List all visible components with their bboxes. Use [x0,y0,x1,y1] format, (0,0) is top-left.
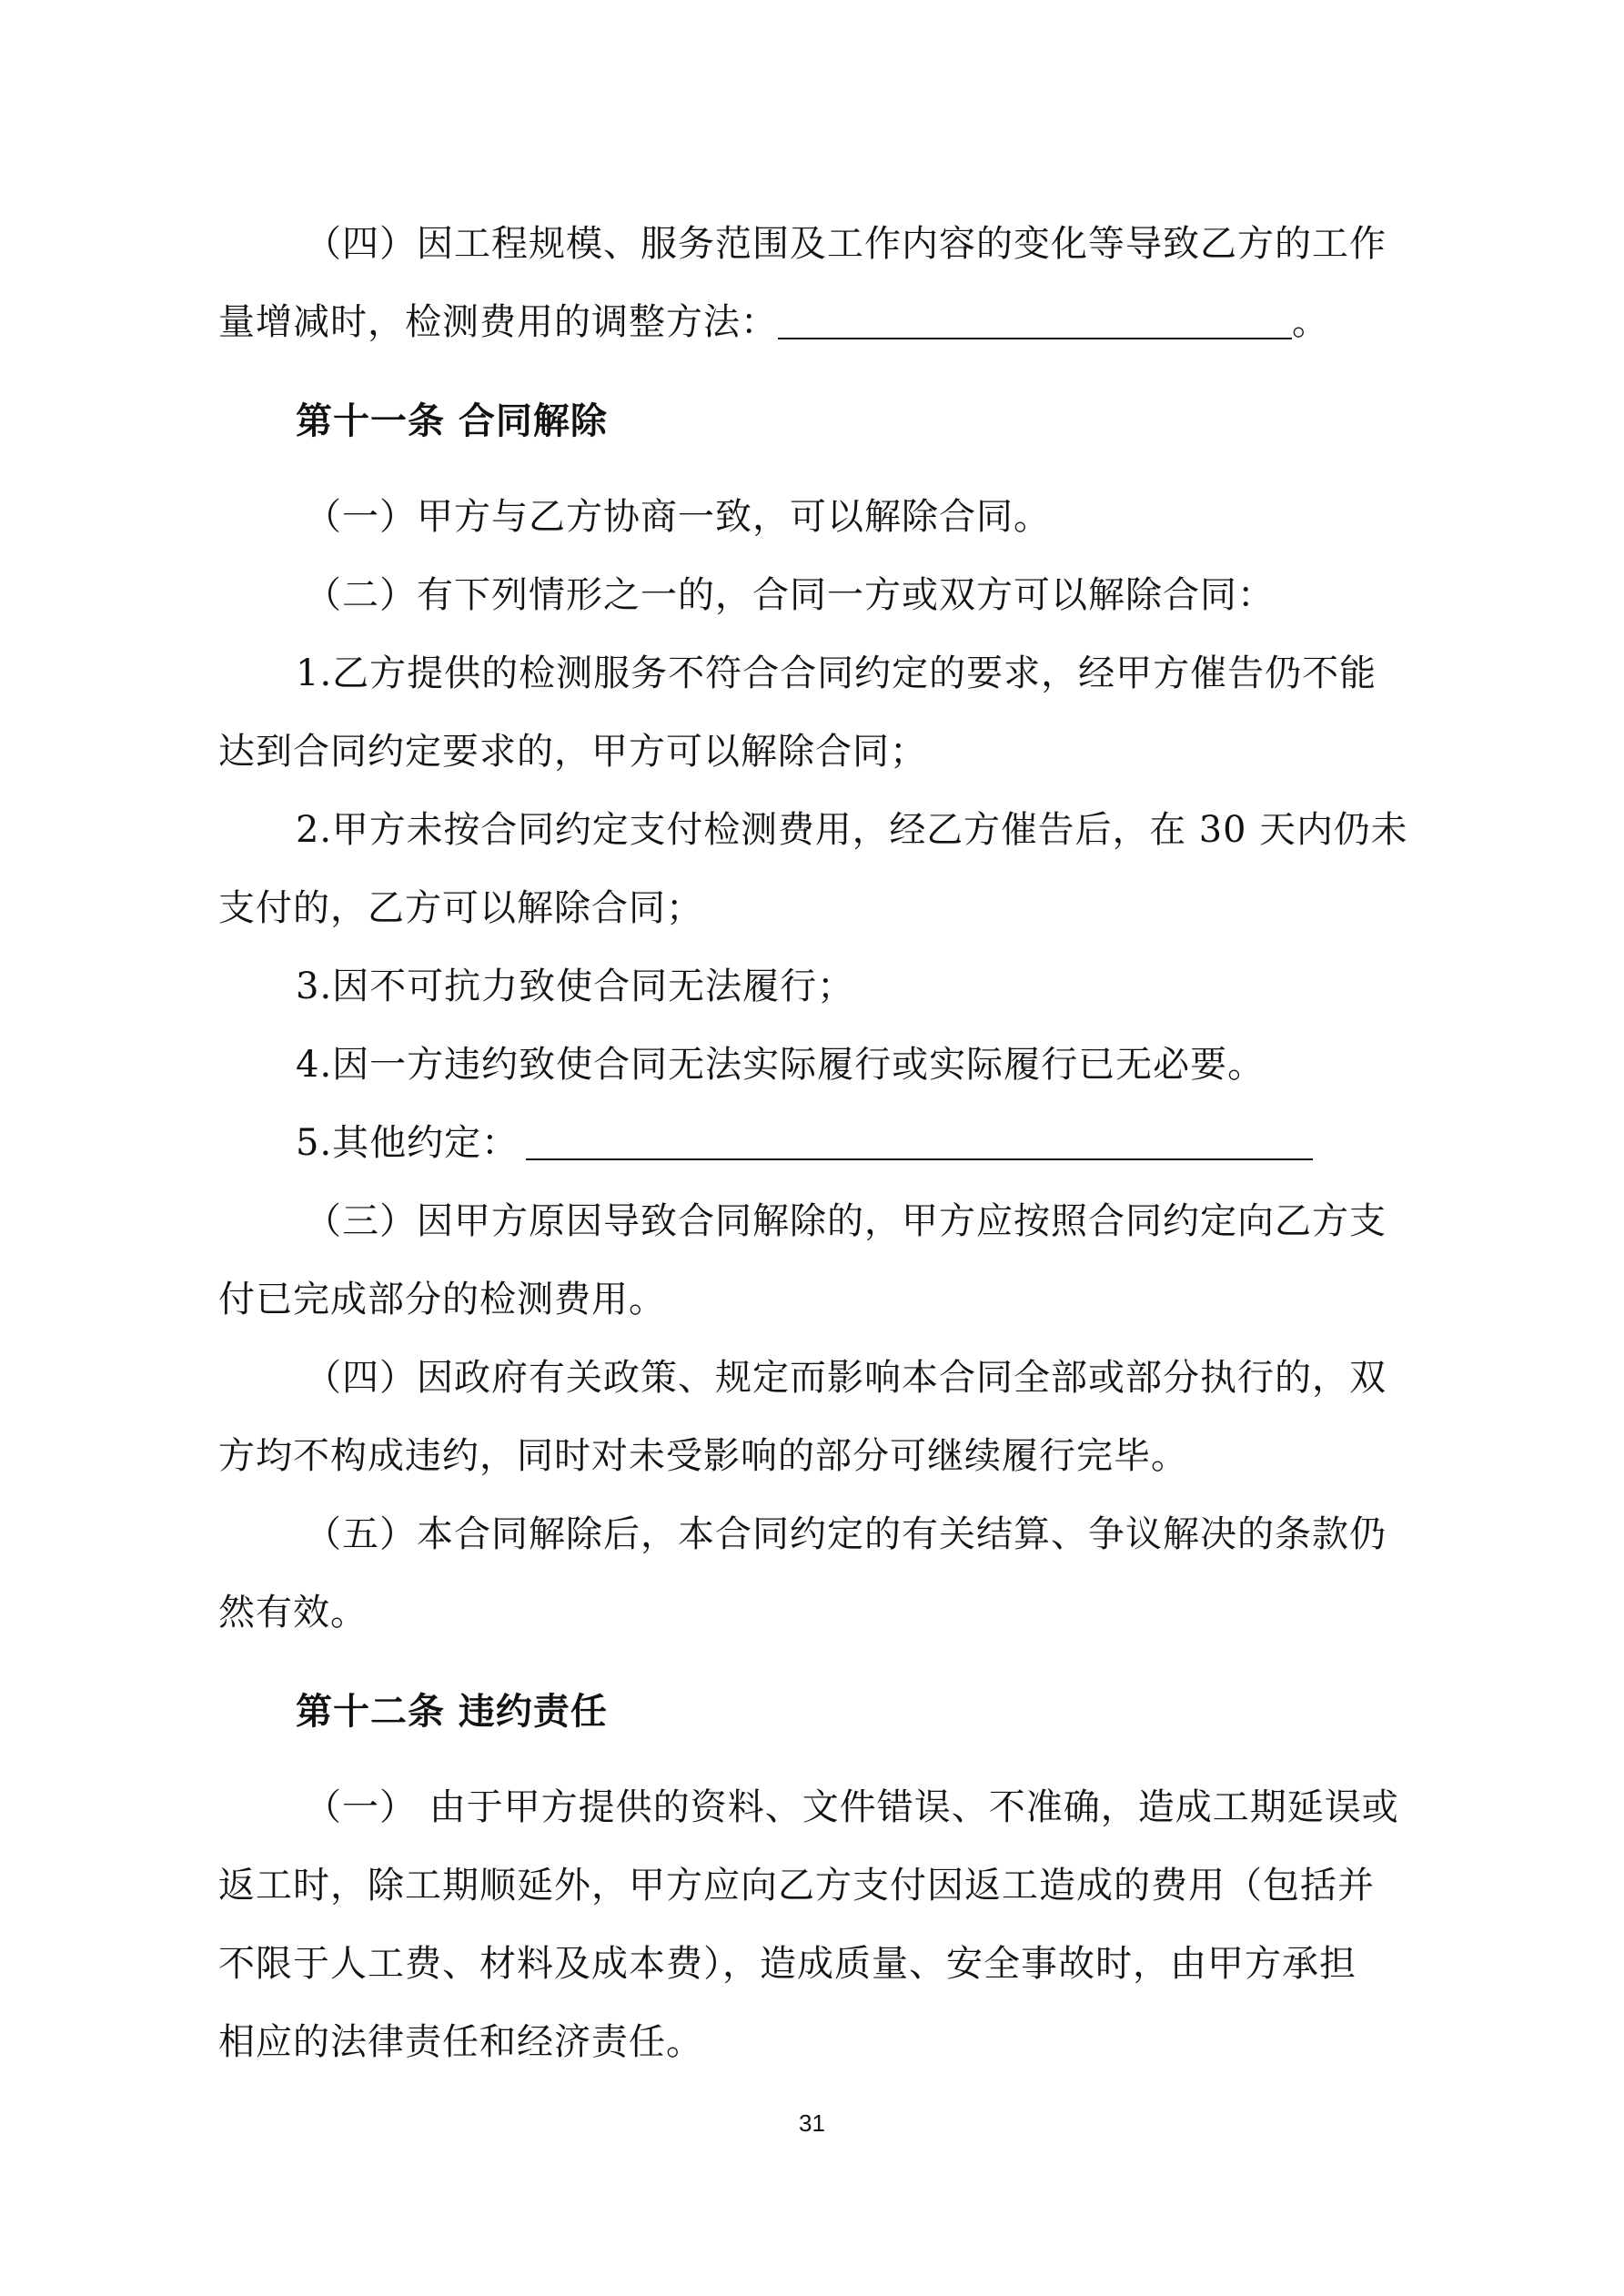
art12-p1-line2: 返工时，除工期顺延外，甲方应向乙方支付因返工造成的费用（包括并 [218,1865,1375,1907]
art10-p4-line2-end: 。 [1292,301,1329,343]
article-12-heading: 第十二条 违约责任 [296,1691,608,1733]
art11-p3-line2: 付已完成部分的检测费用。 [218,1279,666,1320]
art11-p5-line1: （五）本合同解除后，本合同约定的有关结算、争议解决的条款仍 [305,1513,1387,1555]
art11-item5 [296,1118,1313,1168]
art10-p4-line1: （四）因工程规模、服务范围及工作内容的变化等导致乙方的工作 [305,223,1387,265]
fill-blank-other-agreement [526,1122,1313,1160]
art11-item3: 3.因不可抗力致使合同无法履行； [296,966,855,1007]
art10-p4-line2 [218,297,1329,348]
art10-p4-line2-text: 量增减时，检测费用的调整方法： [218,301,778,343]
art11-item1-line1: 1.乙方提供的检测服务不符合合同约定的要求，经甲方催告仍不能 [296,652,1377,694]
art11-p3-line1: （三）因甲方原因导致合同解除的，甲方应按照合同约定向乙方支 [305,1200,1387,1242]
art11-item5-text: 5.其他约定： [296,1122,519,1164]
art12-p1-line1: （一） 由于甲方提供的资料、文件错误、不准确，造成工期延误或 [305,1786,1399,1828]
page-number: 31 [799,2109,825,2137]
art12-p1-line3: 不限于人工费、材料及成本费），造成质量、安全事故时，由甲方承担 [218,1943,1357,1985]
art11-item2-line1: 2.甲方未按合同约定支付检测费用，经乙方催告后，在 30 天内仍未 [296,809,1408,851]
art12-p1-line4: 相应的法律责任和经济责任。 [218,2021,703,2063]
art11-item2-line2: 支付的，乙方可以解除合同； [218,887,703,929]
art11-p4-line1: （四）因政府有关政策、规定而影响本合同全部或部分执行的，双 [305,1357,1387,1399]
art11-item4: 4.因一方违约致使合同无法实际履行或实际履行已无必要。 [296,1044,1266,1086]
art11-p5-line2: 然有效。 [218,1592,368,1633]
article-11-heading: 第十一条 合同解除 [296,400,608,442]
art11-item1-line2: 达到合同约定要求的，甲方可以解除合同； [218,731,927,773]
fill-blank-adjustment-method [778,301,1292,339]
art11-p4-line2: 方均不构成违约，同时对未受影响的部分可继续履行完毕。 [218,1435,1188,1477]
art11-p2: （二）有下列情形之一的，合同一方或双方可以解除合同： [305,574,1275,616]
art11-p1: （一）甲方与乙方协商一致，可以解除合同。 [305,496,1051,538]
